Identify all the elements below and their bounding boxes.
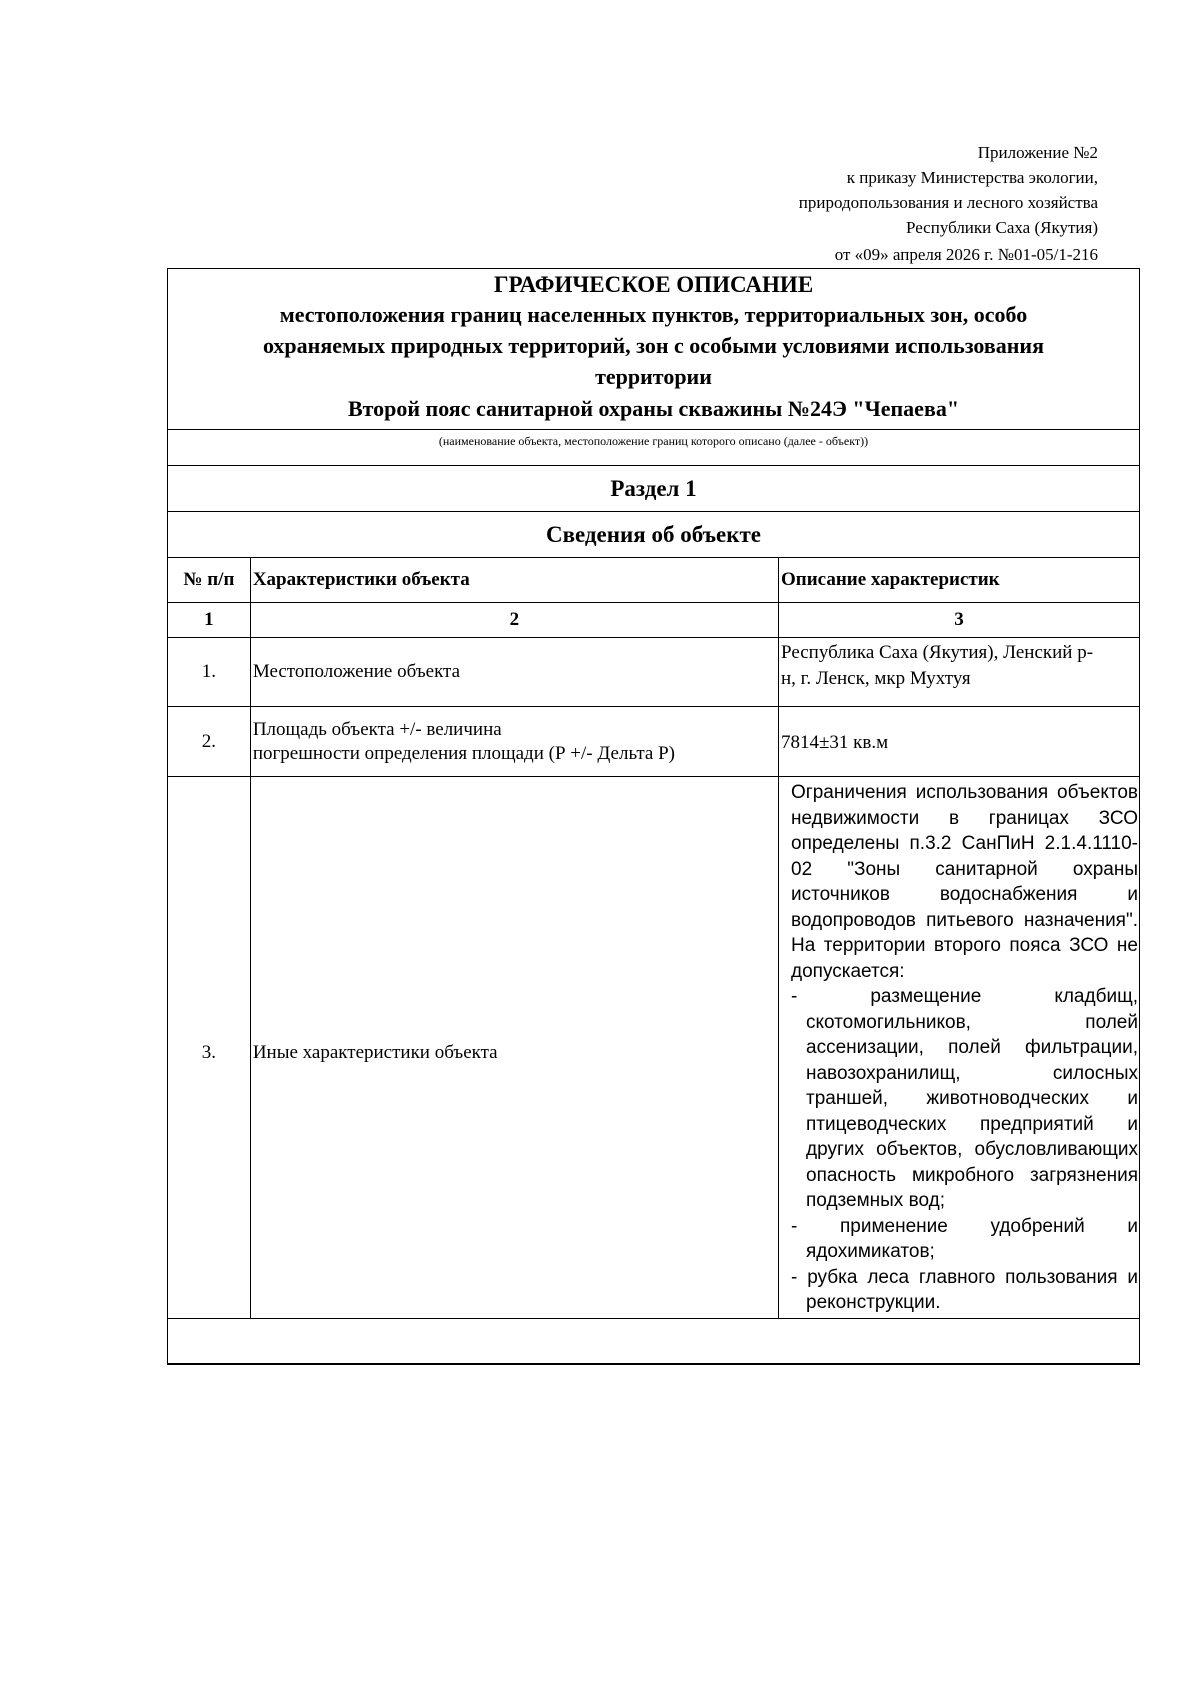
row-value	[779, 777, 1140, 1319]
header-line: от «09» апреля 2026 г. №01-05/1-216	[834, 245, 1098, 264]
label-line: погрешности определения площади (Р +/- Дельта Р)	[252, 742, 676, 764]
table-row	[168, 777, 1139, 1319]
appendix-header	[799, 140, 1098, 267]
title-subtitle-line: территории	[595, 364, 712, 389]
table-header-row	[168, 558, 1139, 603]
document-frame	[167, 268, 1140, 1365]
table-row	[168, 707, 1139, 777]
column-header: Описание характеристик	[779, 558, 1140, 603]
column-header: № п/п	[168, 558, 250, 603]
restriction-paragraph: Ограничения использования объектов недвижимости в границах ЗСО определены п.3.2 СанПиН 2.1.4.1110-02 "Зоны санитарной охраны источников водоснабжения и водопроводов питьевого назначения". На территории второго пояса ЗСО не допускается:	[791, 782, 1138, 982]
title-block	[168, 269, 1139, 430]
empty-cell	[168, 1318, 1139, 1363]
value-line: н, г. Ленск, мкр Мухтуя	[781, 668, 971, 689]
label-line: Площадь объекта +/- величина	[252, 718, 502, 740]
row-number: 2.	[168, 707, 250, 777]
row-number: 3.	[168, 777, 250, 1319]
row-label: Местоположение объекта	[250, 638, 778, 707]
table-row	[168, 638, 1139, 707]
title-subtitle-line: охраняемых природных территорий, зон с особыми условиями использования	[262, 333, 1045, 358]
header-line: Республики Саха (Якутия)	[905, 218, 1098, 237]
header-line: к приказу Министерства экологии,	[846, 168, 1098, 187]
empty-row	[168, 1318, 1139, 1363]
row-value	[779, 638, 1140, 707]
restriction-item: - размещение кладбищ, скотомогильников, полей ассенизации, полей фильтрации, навозохранилищ, силосных траншей, животноводческих и птицеводческих предприятий и других объектов, обусловливающих опасность микробного загрязнения подземных вод;	[791, 986, 1138, 1211]
info-heading: Сведения об объекте	[168, 512, 1139, 558]
column-number: 3	[779, 603, 1140, 638]
column-number: 2	[250, 603, 778, 638]
header-line: природопользования и лесного хозяйства	[798, 193, 1098, 212]
restriction-item: - применение удобрений и ядохимикатов;	[791, 1215, 1138, 1262]
column-header: Характеристики объекта	[250, 558, 778, 603]
value-line: Республика Саха (Якутия), Ленский р-	[781, 642, 1094, 663]
section-heading: Раздел 1	[168, 466, 1139, 512]
object-caption: (наименование объекта, местоположение границ которого описано (далее - объект))	[168, 430, 1139, 466]
column-number-row	[168, 603, 1139, 638]
column-number: 1	[168, 603, 250, 638]
header-line: Приложение №2	[977, 143, 1098, 162]
row-number: 1.	[168, 638, 250, 707]
characteristics-table	[168, 558, 1139, 1364]
row-value: 7814±31 кв.м	[779, 707, 1140, 777]
document-title: ГРАФИЧЕСКОЕ ОПИСАНИЕ	[493, 272, 814, 297]
row-label	[250, 707, 778, 777]
restriction-item: - рубка леса главного пользования и реконструкции.	[791, 1266, 1138, 1313]
title-subtitle-line: местоположения границ населенных пунктов, территориальных зон, особо	[279, 302, 1028, 327]
row-label: Иные характеристики объекта	[250, 777, 778, 1319]
object-name: Второй пояс санитарной охраны скважины №24Э "Чепаева"	[347, 396, 960, 421]
